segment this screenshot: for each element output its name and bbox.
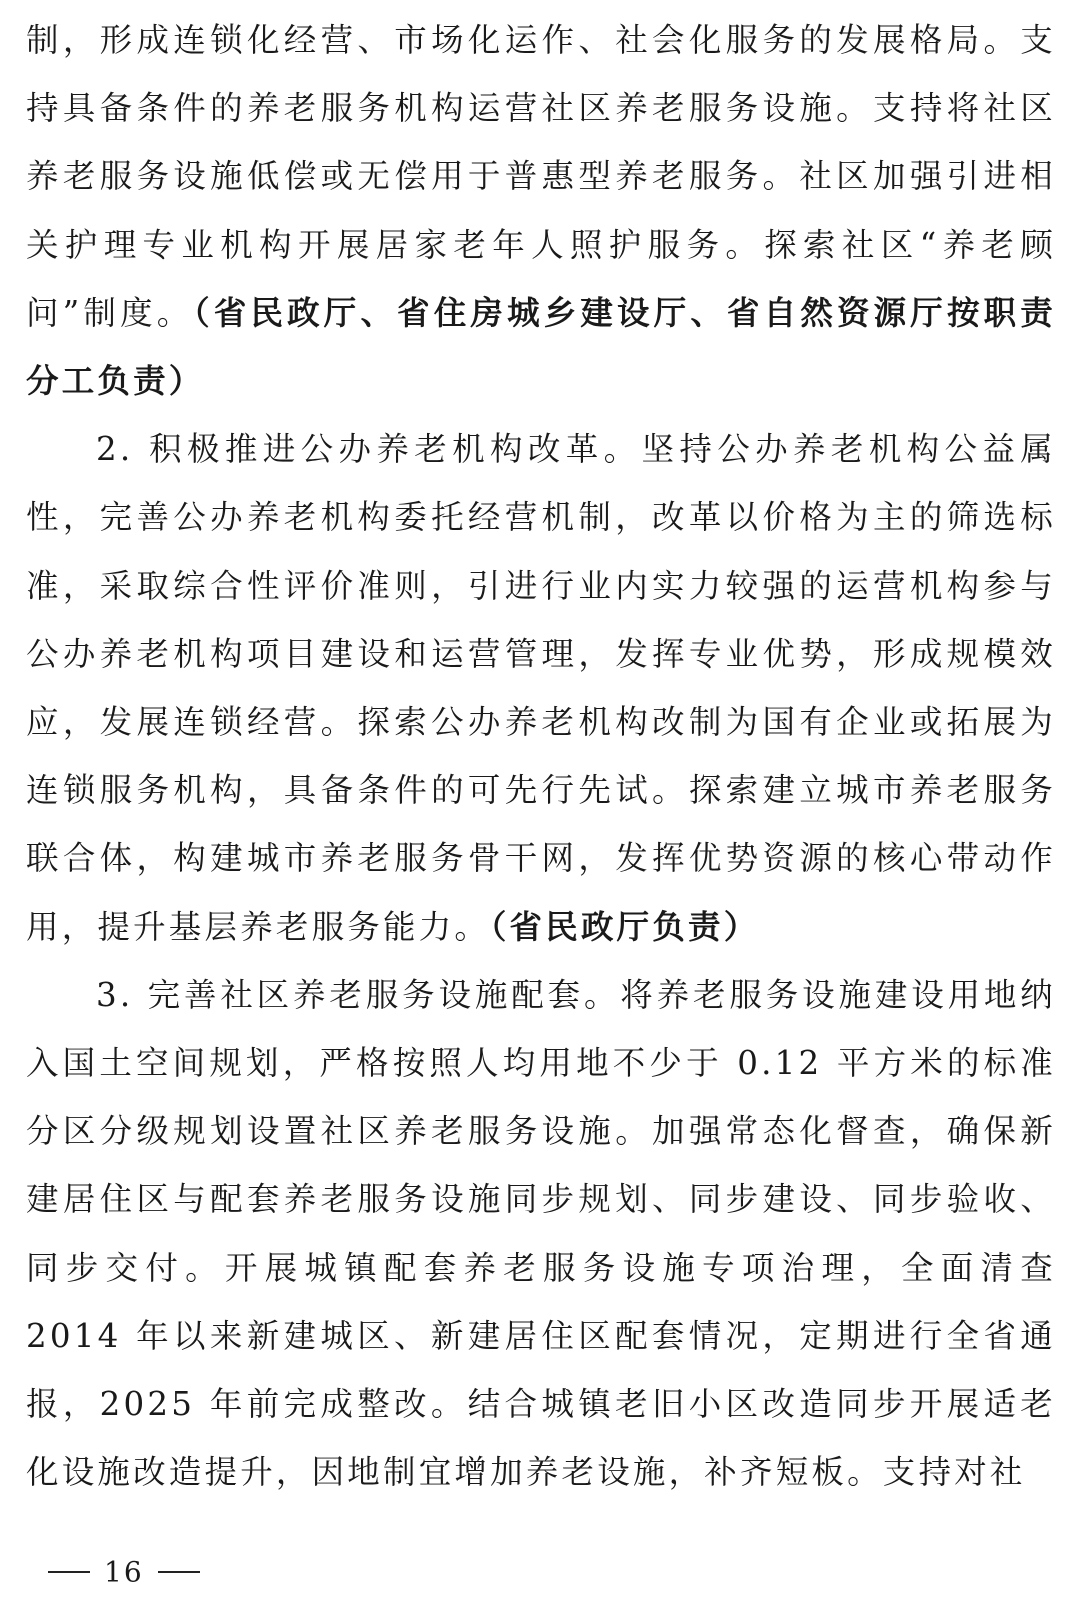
page-number: 16 [104,1555,144,1589]
paragraph-continued [26,6,1056,415]
paragraph-text: 3. 完善社区养老服务设施配套。将养老服务设施建设用地纳入国土空间规划，严格按照人均用地不少于 0.12 平方米的标准分区分级规划设置社区养老服务设施。加强常态化督查，确保新建居住区与配套养老服务设施同步规划、同步建设、同步验收、同步交付。开展城镇配套养老服务设施专项治理，全面清查 2014 年以来新建城区、新建居住区配套情况，定期进行全省通报，2025 年前完成整改。结合城镇老旧小区改造同步开展适老化设施改造提升，因地制宜增加养老设施，补齐短板。支持对社 [26,975,1056,1492]
paragraph-item-2 [26,415,1056,961]
left-dash [48,1571,90,1573]
responsibility-note: （省民政厅负责） [490,906,760,946]
paragraph-item-3 [26,961,1056,1507]
document-body [26,6,1056,1506]
right-dash [158,1571,200,1573]
page-number-footer [34,1553,214,1589]
paragraph-text: 制，形成连锁化经营、市场化运作、社会化服务的发展格局。支持具备条件的养老服务机构运营社区养老服务设施。支持将社区养老服务设施低偿或无偿用于普惠型养老服务。社区加强引进相关护理专业机构开展居家老年人照护服务。探索社区“养老顾问”制度。 [26,21,1056,332]
responsibility-note: （省民政厅、省住房城乡建设厅、省自然资源厅按职责分工负责） [26,292,1056,401]
paragraph-text: 2. 积极推进公办养老机构改革。坚持公办养老机构公益属性，完善公办养老机构委托经营机制，改革以价格为主的筛选标准，采取综合性评价准则，引进行业内实力较强的运营机构参与公办养老机构项目建设和运营管理，发挥专业优势，形成规模效应，发展连锁经营。探索公办养老机构改制为国有企业或拓展为连锁服务机构，具备条件的可先行先试。探索建立城市养老服务联合体，构建城市养老服务骨干网，发挥优势资源的核心带动作用，提升基层养老服务能力。 [26,430,1056,946]
